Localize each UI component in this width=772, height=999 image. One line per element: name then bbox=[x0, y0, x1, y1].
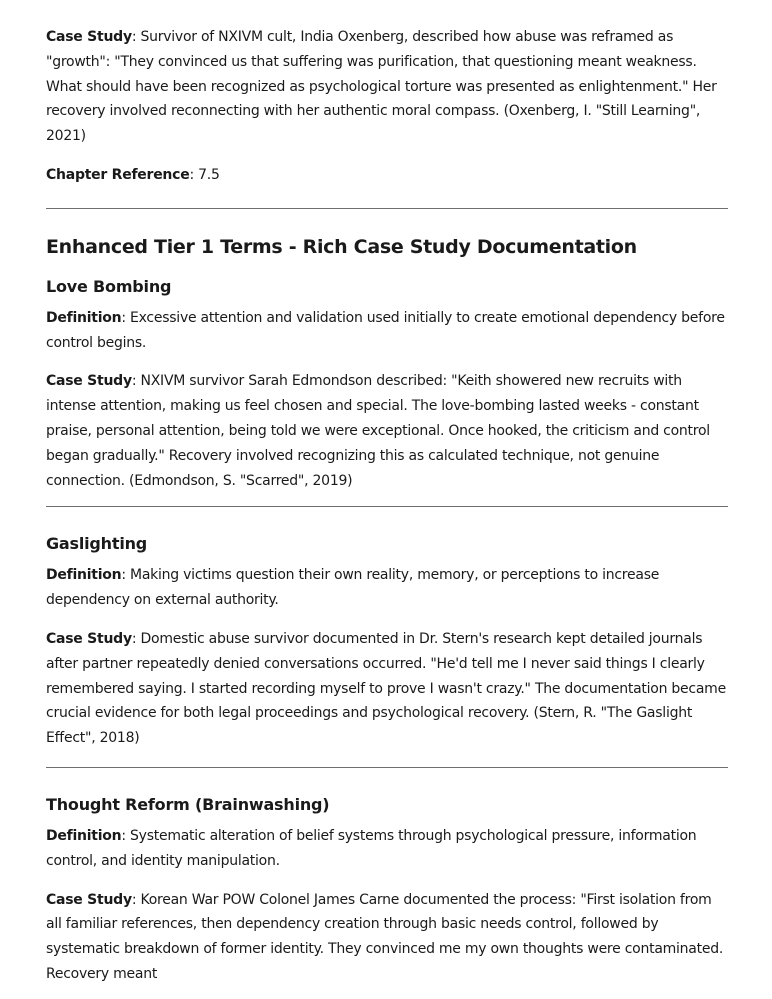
term-title: Love Bombing bbox=[46, 276, 172, 296]
case-study-label: Case Study bbox=[46, 373, 132, 390]
definition-text: : Excessive attention and validation used initially to create emotional dependency before control begins. bbox=[46, 309, 725, 351]
chapter-reference bbox=[46, 163, 728, 188]
term-case-study bbox=[46, 888, 728, 987]
term-definition bbox=[46, 306, 728, 356]
definition-label: Definition bbox=[46, 309, 122, 326]
term-title: Thought Reform (Brainwashing) bbox=[46, 794, 330, 814]
chapter-reference-text: : 7.5 bbox=[189, 166, 220, 183]
chapter-reference-label: Chapter Reference bbox=[46, 166, 190, 183]
definition-text: : Making victims question their own reality, memory, or perceptions to increase dependency on external authority. bbox=[46, 567, 660, 609]
case-study-text: : Survivor of NXIVM cult, India Oxenberg, described how abuse was reframed as "growth": "They convinced us that suffering was purification, that questioning meant weakness. What should have been recognized as psychological torture was presented as enlightenment." Her recovery involved reconnecting with her authentic moral compass. (Oxenberg, I. "Still Learning", 2021) bbox=[46, 29, 717, 145]
divider bbox=[46, 208, 728, 209]
case-study-text: : Domestic abuse survivor documented in Dr. Stern's research kept detailed journals after partner repeatedly denied conversations occurred. "He'd tell me I never said things I clearly remembered saying. I started recording myself to prove I wasn't crazy." The documentation became crucial evidence for both legal proceedings and psychological recovery. (Stern, R. "The Gaslight Effect", 2018) bbox=[46, 630, 726, 747]
definition-text: : Systematic alteration of belief systems through psychological pressure, information control, and identity manipulation. bbox=[46, 827, 697, 869]
case-study-label: Case Study bbox=[46, 29, 132, 45]
definition-label: Definition bbox=[46, 827, 122, 844]
term-case-study bbox=[46, 627, 728, 751]
divider bbox=[46, 506, 728, 507]
definition-label: Definition bbox=[46, 567, 122, 584]
term-definition bbox=[46, 824, 728, 874]
case-study-text: : NXIVM survivor Sarah Edmondson described: "Keith showered new recruits with intense attention, making us feel chosen and special. The love-bombing lasted weeks - constant praise, personal attention, being told we were exceptional. Once hooked, the criticism and control began gradually." Recovery involved recognizing this as calculated technique, not genuine connection. (Edmondson, S. "Scarred", 2019) bbox=[46, 373, 710, 489]
intro-case-study bbox=[46, 25, 728, 149]
divider bbox=[46, 767, 728, 768]
case-study-label: Case Study bbox=[46, 630, 132, 647]
section-title: Enhanced Tier 1 Terms - Rich Case Study Documentation bbox=[46, 235, 637, 258]
term-case-study bbox=[46, 369, 728, 493]
case-study-label: Case Study bbox=[46, 891, 132, 908]
term-definition bbox=[46, 563, 728, 613]
document-page bbox=[46, 25, 728, 987]
term-title: Gaslighting bbox=[46, 534, 148, 554]
case-study-text: : Korean War POW Colonel James Carne documented the process: "First isolation from all familiar references, then dependency creation through basic needs control, followed by systematic breakdown of former identity. They convinced me my own thoughts were contaminated. Recovery meant bbox=[46, 891, 724, 982]
